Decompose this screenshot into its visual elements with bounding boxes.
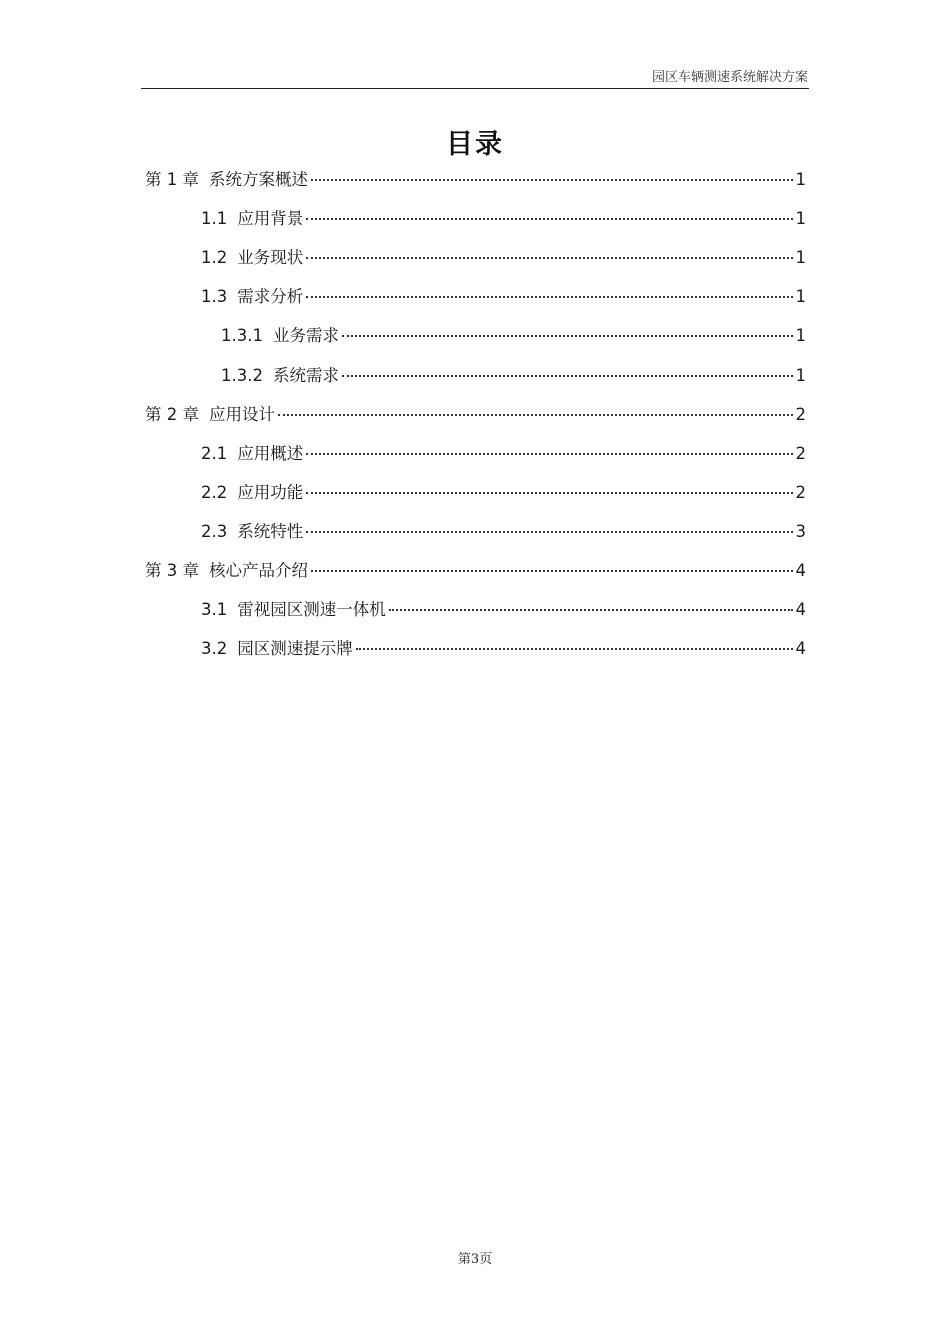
toc-entry[interactable]: [145, 166, 806, 190]
toc-entry-page: 4: [795, 600, 806, 619]
toc-entry-number: 1.3.1: [221, 326, 263, 345]
toc-dot-leader: [306, 257, 792, 259]
toc-entry-number: 1.1: [201, 209, 228, 228]
toc-entry-number: 2.1: [201, 444, 228, 463]
toc-entry-number: 第 1 章: [145, 170, 199, 189]
toc-entry-number: 第 2 章: [145, 405, 199, 424]
toc-dot-leader: [389, 609, 793, 611]
toc-entry-page: 2: [795, 483, 806, 502]
toc-entry[interactable]: [201, 244, 806, 268]
toc-entry-label: 应用功能: [237, 483, 304, 502]
toc-entry-number: 3.1: [201, 600, 228, 619]
toc-entry-label: 应用设计: [209, 405, 275, 424]
toc-entry-page: 2: [795, 444, 806, 463]
toc-entry-label: 需求分析: [237, 287, 304, 306]
toc-title: 目录: [446, 129, 504, 160]
toc-dot-leader: [306, 492, 792, 494]
toc-dot-leader: [306, 453, 792, 455]
toc-entry[interactable]: [201, 596, 806, 620]
toc-entry-label: 系统方案概述: [209, 170, 308, 189]
toc-dot-leader: [278, 414, 793, 416]
toc-entry-label: 核心产品介绍: [209, 561, 308, 580]
toc-dot-leader: [342, 335, 793, 337]
toc-entry-page: 1: [795, 209, 806, 228]
toc-dot-leader: [356, 648, 793, 650]
toc-entry-page: 4: [795, 561, 806, 580]
toc-entry-page: 3: [795, 522, 806, 541]
toc-entry-number: 1.3.2: [221, 366, 263, 385]
toc-dot-leader: [311, 179, 793, 181]
toc-entry-page: 4: [795, 639, 806, 658]
toc-entry[interactable]: [221, 362, 806, 386]
toc-entry[interactable]: [201, 205, 806, 229]
toc-entry-number: 1.2: [201, 248, 228, 267]
toc-dot-leader: [342, 375, 793, 377]
toc-entry[interactable]: [221, 322, 806, 346]
toc-dot-leader: [311, 570, 793, 572]
toc-entry[interactable]: [145, 401, 806, 425]
toc-entry-label: 系统需求: [272, 366, 339, 385]
toc-entry-number: 2.2: [201, 483, 228, 502]
toc-entry-number: 2.3: [201, 522, 228, 541]
toc-entry-label: 业务需求: [272, 326, 339, 345]
toc-entry[interactable]: [201, 440, 806, 464]
toc-dot-leader: [306, 296, 792, 298]
toc-entry[interactable]: [145, 557, 806, 581]
toc-entry-page: 1: [795, 326, 806, 345]
toc-entry-label: 系统特性: [237, 522, 304, 541]
toc-entry-number: 1.3: [201, 287, 228, 306]
toc-dot-leader: [306, 531, 792, 533]
toc-entry-page: 1: [795, 170, 806, 189]
toc-entry[interactable]: [201, 283, 806, 307]
toc-entry-page: 1: [795, 248, 806, 267]
toc-entry-page: 2: [795, 405, 806, 424]
toc-entry[interactable]: [201, 635, 806, 659]
toc-entry-number: 第 3 章: [145, 561, 199, 580]
toc-entry-label: 园区测速提示牌: [237, 639, 353, 658]
toc-entry-label: 业务现状: [237, 248, 304, 267]
page-number: 第3页: [457, 1252, 493, 1267]
header-rule: [141, 88, 809, 89]
toc-entry-label: 应用概述: [237, 444, 304, 463]
toc-entry-page: 1: [795, 287, 806, 306]
toc-entry-number: 3.2: [201, 639, 228, 658]
toc-entry[interactable]: [201, 479, 806, 503]
toc-entry-page: 1: [795, 366, 806, 385]
toc-entry-label: 应用背景: [237, 209, 304, 228]
toc-entry[interactable]: [201, 518, 806, 542]
toc-entry-label: 雷视园区测速一体机: [237, 600, 386, 619]
toc-dot-leader: [306, 218, 792, 220]
running-header: 园区车辆测速系统解决方案: [651, 70, 808, 85]
